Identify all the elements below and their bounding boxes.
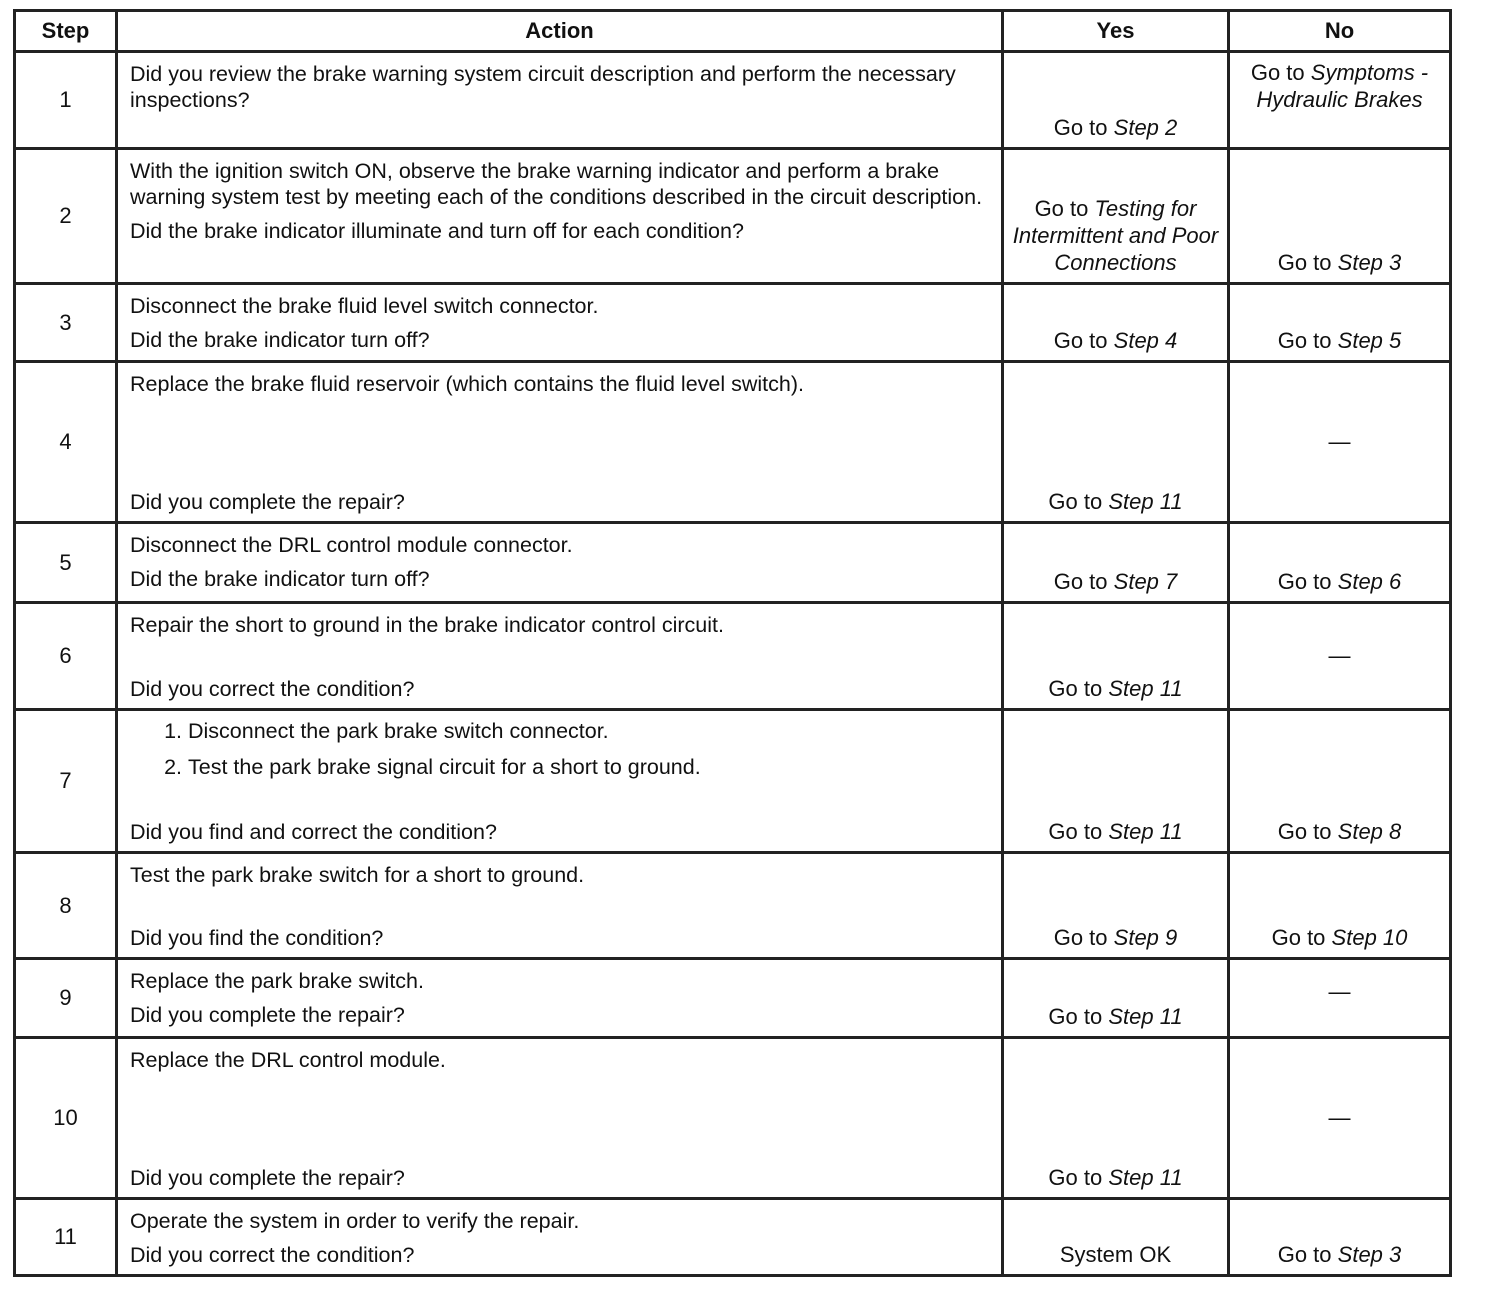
action-cell (117, 362, 1003, 523)
header-step: Step (15, 11, 117, 52)
yes-prefix: Go to (1048, 819, 1103, 844)
yes-reference: Step 9 (1113, 925, 1178, 950)
no-prefix: Go to (1277, 250, 1332, 275)
action-question: Did the brake indicator turn off? (130, 328, 430, 352)
no-dash: — (1328, 428, 1351, 454)
yes-prefix: Go to (1048, 1165, 1103, 1190)
table-row (15, 853, 1451, 959)
action-cell (117, 523, 1003, 603)
action-cell (117, 710, 1003, 853)
no-prefix: Go to (1271, 925, 1326, 950)
step-number: 1 (15, 52, 117, 149)
action-text: Test the park brake switch for a short to ground. (130, 863, 585, 887)
yes-cell (1003, 959, 1229, 1038)
action-question: Did you complete the repair? (130, 1166, 405, 1190)
no-dash: — (1328, 1104, 1351, 1130)
no-reference: Step 3 (1337, 250, 1402, 275)
action-cell (117, 284, 1003, 362)
step-number: 11 (15, 1199, 117, 1276)
action-question: Did you correct the condition? (130, 677, 415, 701)
table-row (15, 710, 1451, 853)
action-question: Did you find and correct the condition? (130, 820, 497, 844)
yes-prefix: Go to (1048, 489, 1103, 514)
yes-cell (1003, 603, 1229, 710)
no-cell (1229, 52, 1451, 149)
action-cell (117, 603, 1003, 710)
yes-reference: Step 11 (1108, 676, 1183, 701)
yes-prefix: Go to (1053, 925, 1108, 950)
yes-prefix: Go to (1034, 196, 1089, 221)
no-prefix: Go to (1277, 1242, 1332, 1267)
table-row (15, 362, 1451, 523)
no-cell (1229, 710, 1451, 853)
action-question: Did the brake indicator turn off? (130, 567, 430, 591)
action-cell (117, 853, 1003, 959)
list-item: 2. Test the park brake signal circuit for a short to ground. (188, 749, 989, 785)
no-prefix: Go to (1277, 328, 1332, 353)
action-cell (117, 52, 1003, 149)
action-text: Replace the brake fluid reservoir (which contains the fluid level switch). (130, 372, 804, 396)
no-reference: Step 10 (1331, 925, 1408, 950)
yes-cell (1003, 1038, 1229, 1199)
no-reference: Step 8 (1337, 819, 1402, 844)
action-cell (117, 959, 1003, 1038)
table-row (15, 959, 1451, 1038)
table-row (15, 1199, 1451, 1276)
yes-reference: Step 11 (1108, 819, 1183, 844)
action-steps-list (130, 713, 989, 785)
header-action: Action (117, 11, 1003, 52)
action-text: Did you review the brake warning system circuit description and perform the necessary inspections? (130, 62, 956, 112)
no-dash: — (1328, 642, 1351, 668)
action-text: With the ignition switch ON, observe the brake warning indicator and perform a brake warning system test by meeting each of the conditions described in the circuit description. (130, 159, 983, 209)
yes-reference: Step 11 (1108, 1165, 1183, 1190)
action-text: Operate the system in order to verify the repair. (130, 1209, 580, 1233)
no-reference: Step 5 (1337, 328, 1402, 353)
yes-cell (1003, 284, 1229, 362)
no-prefix: Go to (1250, 60, 1305, 85)
yes-cell (1003, 853, 1229, 959)
no-cell (1229, 959, 1451, 1038)
action-text: Repair the short to ground in the brake indicator control circuit. (130, 613, 724, 637)
step-number: 10 (15, 1038, 117, 1199)
no-cell (1229, 362, 1451, 523)
header-row (15, 11, 1451, 52)
yes-reference: Step 4 (1113, 328, 1178, 353)
no-prefix: Go to (1277, 569, 1332, 594)
step-number: 8 (15, 853, 117, 959)
yes-cell (1003, 52, 1229, 149)
yes-reference: Step 11 (1108, 1004, 1183, 1029)
table-row (15, 603, 1451, 710)
no-cell (1229, 603, 1451, 710)
action-text: Replace the park brake switch. (130, 969, 424, 993)
no-prefix: Go to (1277, 819, 1332, 844)
yes-prefix: Go to (1048, 676, 1103, 701)
no-cell (1229, 1038, 1451, 1199)
action-question: Did you complete the repair? (130, 490, 405, 514)
action-text: Replace the DRL control module. (130, 1048, 446, 1072)
step-number: 7 (15, 710, 117, 853)
no-cell (1229, 284, 1451, 362)
yes-cell (1003, 1199, 1229, 1276)
no-cell (1229, 853, 1451, 959)
no-dash: — (1328, 979, 1351, 1004)
table-row (15, 284, 1451, 362)
action-text: Disconnect the DRL control module connector. (130, 533, 573, 557)
step-number: 3 (15, 284, 117, 362)
yes-text: System OK (1059, 1242, 1172, 1267)
no-reference: Symptoms - Hydraulic Brakes (1256, 60, 1429, 112)
table-row (15, 1038, 1451, 1199)
action-cell (117, 149, 1003, 284)
action-cell (117, 1199, 1003, 1276)
action-question: Did you complete the repair? (130, 1003, 405, 1027)
yes-prefix: Go to (1053, 328, 1108, 353)
step-number: 4 (15, 362, 117, 523)
list-item: 1. Disconnect the park brake switch connector. (188, 713, 989, 749)
action-text: Disconnect the brake fluid level switch connector. (130, 294, 599, 318)
yes-prefix: Go to (1053, 115, 1108, 140)
no-cell (1229, 523, 1451, 603)
no-reference: Step 6 (1337, 569, 1402, 594)
action-question: Did you correct the condition? (130, 1243, 415, 1267)
no-cell (1229, 1199, 1451, 1276)
action-question: Did you find the condition? (130, 926, 384, 950)
step-number: 2 (15, 149, 117, 284)
yes-reference: Step 11 (1108, 489, 1183, 514)
yes-reference: Step 2 (1113, 115, 1178, 140)
step-number: 9 (15, 959, 117, 1038)
step-number: 6 (15, 603, 117, 710)
table-row (15, 523, 1451, 603)
action-question: Did the brake indicator illuminate and turn off for each condition? (130, 219, 744, 243)
no-cell (1229, 149, 1451, 284)
yes-reference: Testing for Intermittent and Poor Connections (1012, 196, 1219, 275)
action-cell (117, 1038, 1003, 1199)
header-no: No (1229, 11, 1451, 52)
yes-cell (1003, 523, 1229, 603)
yes-cell (1003, 362, 1229, 523)
yes-prefix: Go to (1053, 569, 1108, 594)
yes-reference: Step 7 (1113, 569, 1178, 594)
yes-prefix: Go to (1048, 1004, 1103, 1029)
yes-cell (1003, 149, 1229, 284)
no-reference: Step 3 (1337, 1242, 1402, 1267)
yes-cell (1003, 710, 1229, 853)
step-number: 5 (15, 523, 117, 603)
diagnostic-table (13, 9, 1452, 1277)
table-row (15, 149, 1451, 284)
header-yes: Yes (1003, 11, 1229, 52)
table-row (15, 52, 1451, 149)
